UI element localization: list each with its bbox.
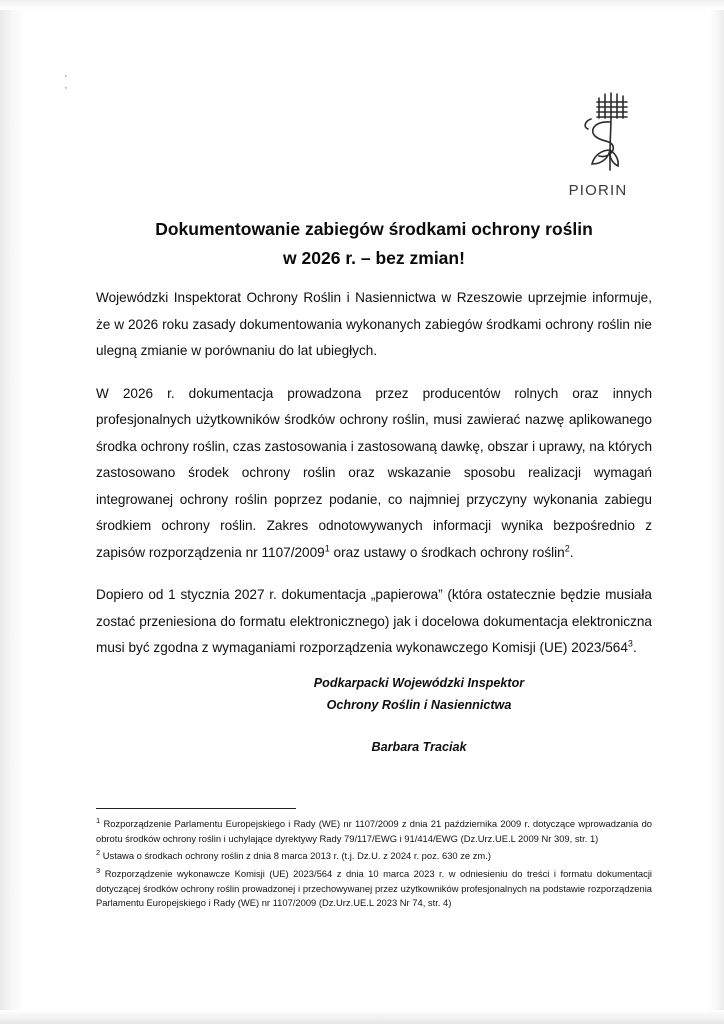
footnote-marker: 1 [96,816,101,825]
scan-edge-top [0,0,724,10]
footnote-item [96,815,652,846]
page-title [96,215,652,273]
footnote-separator [96,808,296,809]
footnote-marker: 3 [96,865,101,875]
signatory-title-line-2: Ochrony Roślin i Nasiennictwa [326,698,512,713]
footnote-text: Ustawa o środkach ochrony roślin z dnia 8 marca 2013 r. (t.j. Dz.U. z 2024 r. poz. 630 ze zm.) [102,850,491,862]
paragraph-2 [96,381,652,567]
page-title-line-1: Dokumentowanie zabiegów środkami ochrony roślin [155,219,593,239]
footnote-item [96,847,652,864]
paragraph-2-text: W 2026 r. dokumentacja prowadzona przez producentów rolnych oraz innych profesjonalnych użytkowników środków ochrony roślin, musi zawierać nazwę aplikowanego środka ochrony roślin, czas zastosowania i zastosowaną dawkę, obszar i uprawy, na których zastosowano środek ochrony roślin oraz wskazanie sposobu realizacji wymagań integrowanej ochrony roślin poprzez podanie, co najmniej przyczyny wykonania zabiegu środkiem ochrony roślin. Zakres odnotowywanych informacji wynika bezpośrednio z zapisów rozporządzenia nr 1107/2009 [96,385,652,560]
organization-logo [550,88,646,199]
footnote-text: Rozporządzenie wykonawcze Komisji (UE) 2023/564 z dnia 10 marca 2023 r. w odniesieniu do treści i formatu dokumentacji dotyczącej środków ochrony roślin prowadzonej i przechowywanej przez użytkowników profesjonalnych na podstawie rozporządzenia Parlamentu Europejskiego i Rady (WE) nr 1107/2009 (Dz.Urz.UE.L 2023 Nr 74, str. 4) [96,868,652,909]
footnote-text: Rozporządzenie Parlamentu Europejskiego i Rady (WE) nr 1107/2009 z dnia 21 października 2009 r. dotyczące wprowadzania do obrotu środków ochrony roślin i uchylające dyrektywy Rady 79/117/EWG i 91/414/EWG (Dz.Urz.UE.L 2009 Nr 309, str. 1) [96,818,653,844]
paragraph-3-period: . [632,640,637,655]
signature-inner [314,672,524,758]
stray-pen-marks: · · [64,70,86,94]
logo-wordmark: PIORIN [568,182,628,199]
scan-edge-bottom [0,1010,724,1024]
footnotes-section [96,808,652,912]
footnote-ref-1: 1 [324,542,330,553]
footnote-ref-2: 2 [564,542,570,553]
footnote-marker: 2 [96,848,101,858]
paragraph-2-tail: oraz ustawy o środkach ochrony roślin [329,544,565,560]
scan-edge-left [0,0,26,1024]
document-body [96,285,652,662]
signature-block [96,672,652,758]
paragraph-3 [96,582,652,662]
footnote-ref-3: 3 [627,638,633,649]
scan-edge-right [708,0,724,1024]
footnote-item [96,865,652,911]
page-title-line-2: w 2026 r. – bez zmian! [283,247,465,268]
paragraph-2-period: . [569,544,574,560]
paragraph-1: Wojewódzki Inspektorat Ochrony Roślin i Nasiennictwa w Rzeszowie uprzejmie informuje, że w 2026 roku zasady dokumentowania wykonanych zabiegów środkami ochrony roślin nie ulegną zmianie w porównaniu do lat ubiegłych. [96,290,652,358]
wheat-snake-logo-icon [561,88,635,180]
signatory-title-line-1: Podkarpacki Wojewódzki Inspektor [313,676,525,690]
signatory-name: Barbara Traciak [371,740,467,755]
paragraph-3-text: Dopiero od 1 stycznia 2027 r. dokumentacja „papierowa” (która ostatecznie będzie musiała zostać przeniesiona do formatu elektronicznego) jak i docelowa dokumentacja elektroniczna musi być zgodna z wymaganiami rozporządzenia wykonawczego Komisji (UE) 2023/564 [96,587,652,655]
